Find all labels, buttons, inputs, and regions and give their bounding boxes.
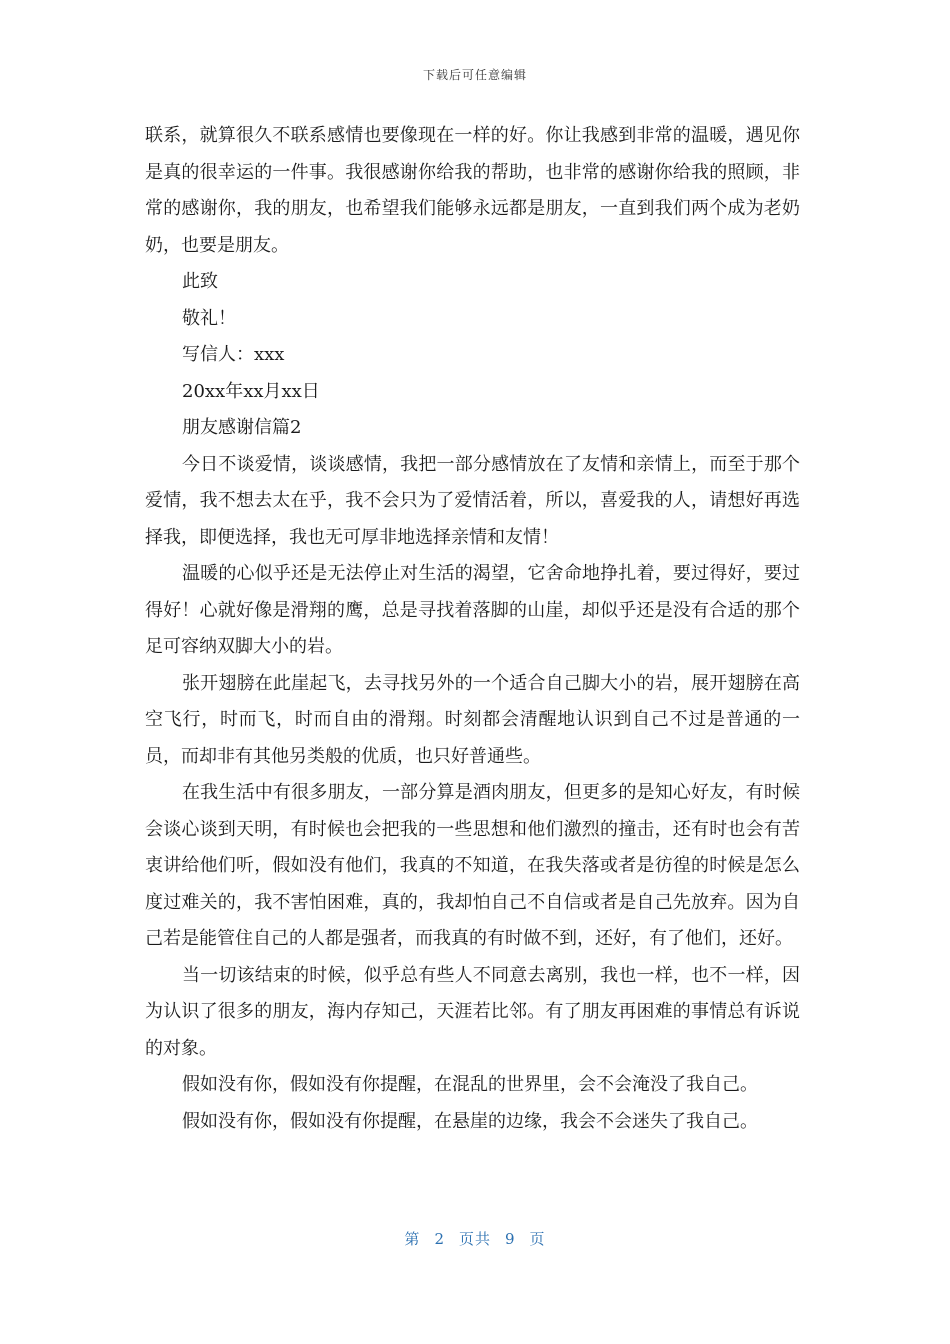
current-page-number: 2	[434, 1230, 445, 1248]
total-pages-number: 9	[505, 1230, 516, 1248]
paragraph: 温暖的心似乎还是无法停止对生活的渴望，它舍命地挣扎着，要过得好，要过得好！心就好像是滑翔的鹰，总是寻找着落脚的山崖，却似乎还是没有合适的那个足可容纳双脚大小的岩。	[145, 563, 800, 657]
page-header: 下载后可任意编辑	[422, 68, 527, 82]
paragraph: 在我生活中有很多朋友，一部分算是酒肉朋友，但更多的是知心好友，有时候会谈心谈到天明，有时候也会把我的一些思想和他们激烈的撞击，还有时也会有苦衷讲给他们听，假如没有他们，我真的不知道，在我失落或者是彷徨的时候是怎么度过难关的，我不害怕困难，真的，我却怕自己不自信或者是自己先放弃。因为自己若是能管住自己的人都是强者，而我真的有时做不到，还好，有了他们，还好。	[145, 782, 800, 949]
document-body	[145, 118, 800, 1140]
letter-signature: 写信人：xxx	[182, 344, 285, 365]
paragraph: 假如没有你，假如没有你提醒，在悬崖的边缘，我会不会迷失了我自己。	[182, 1110, 758, 1132]
paragraph-continuation: 联系，就算很久不联系感情也要像现在一样的好。你让我感到非常的温暖，遇见你是真的很幸运的一件事。我很感谢你给我的帮助，也非常的感谢你给我的照顾，非常的感谢你，我的朋友，也希望我们能够永远都是朋友，一直到我们两个成为老奶奶，也要是朋友。	[145, 125, 800, 256]
paragraph: 张开翅膀在此崖起飞，去寻找另外的一个适合自己脚大小的岩，展开翅膀在高空飞行，时而飞，时而自由的滑翔。时刻都会清醒地认识到自己不过是普通的一员，而却非有其他另类般的优质，也只好普通些。	[145, 672, 800, 767]
footer-suffix: 页	[529, 1230, 546, 1248]
footer-prefix: 第	[404, 1230, 421, 1248]
closing-regards: 敬礼！	[182, 307, 236, 329]
paragraph: 假如没有你，假如没有你提醒，在混乱的世界里，会不会淹没了我自己。	[182, 1074, 758, 1095]
page-footer	[0, 1228, 950, 1249]
closing-salutation: 此致	[182, 271, 218, 292]
section-title: 朋友感谢信篇2	[182, 417, 302, 438]
footer-middle: 页共	[458, 1230, 491, 1248]
letter-date: 20xx年xx月xx日	[182, 380, 320, 402]
paragraph: 今日不谈爱情，谈谈感情，我把一部分感情放在了友情和亲情上，而至于那个爱情，我不想去太在乎，我不会只为了爱情活着，所以，喜爱我的人，请想好再选择我，即便选择，我也无可厚非地选择亲情和友情！	[145, 453, 800, 548]
paragraph: 当一切该结束的时候，似乎总有些人不同意去离别，我也一样，也不一样，因为认识了很多的朋友，海内存知己，天涯若比邻。有了朋友再困难的事情总有诉说的对象。	[145, 964, 800, 1059]
